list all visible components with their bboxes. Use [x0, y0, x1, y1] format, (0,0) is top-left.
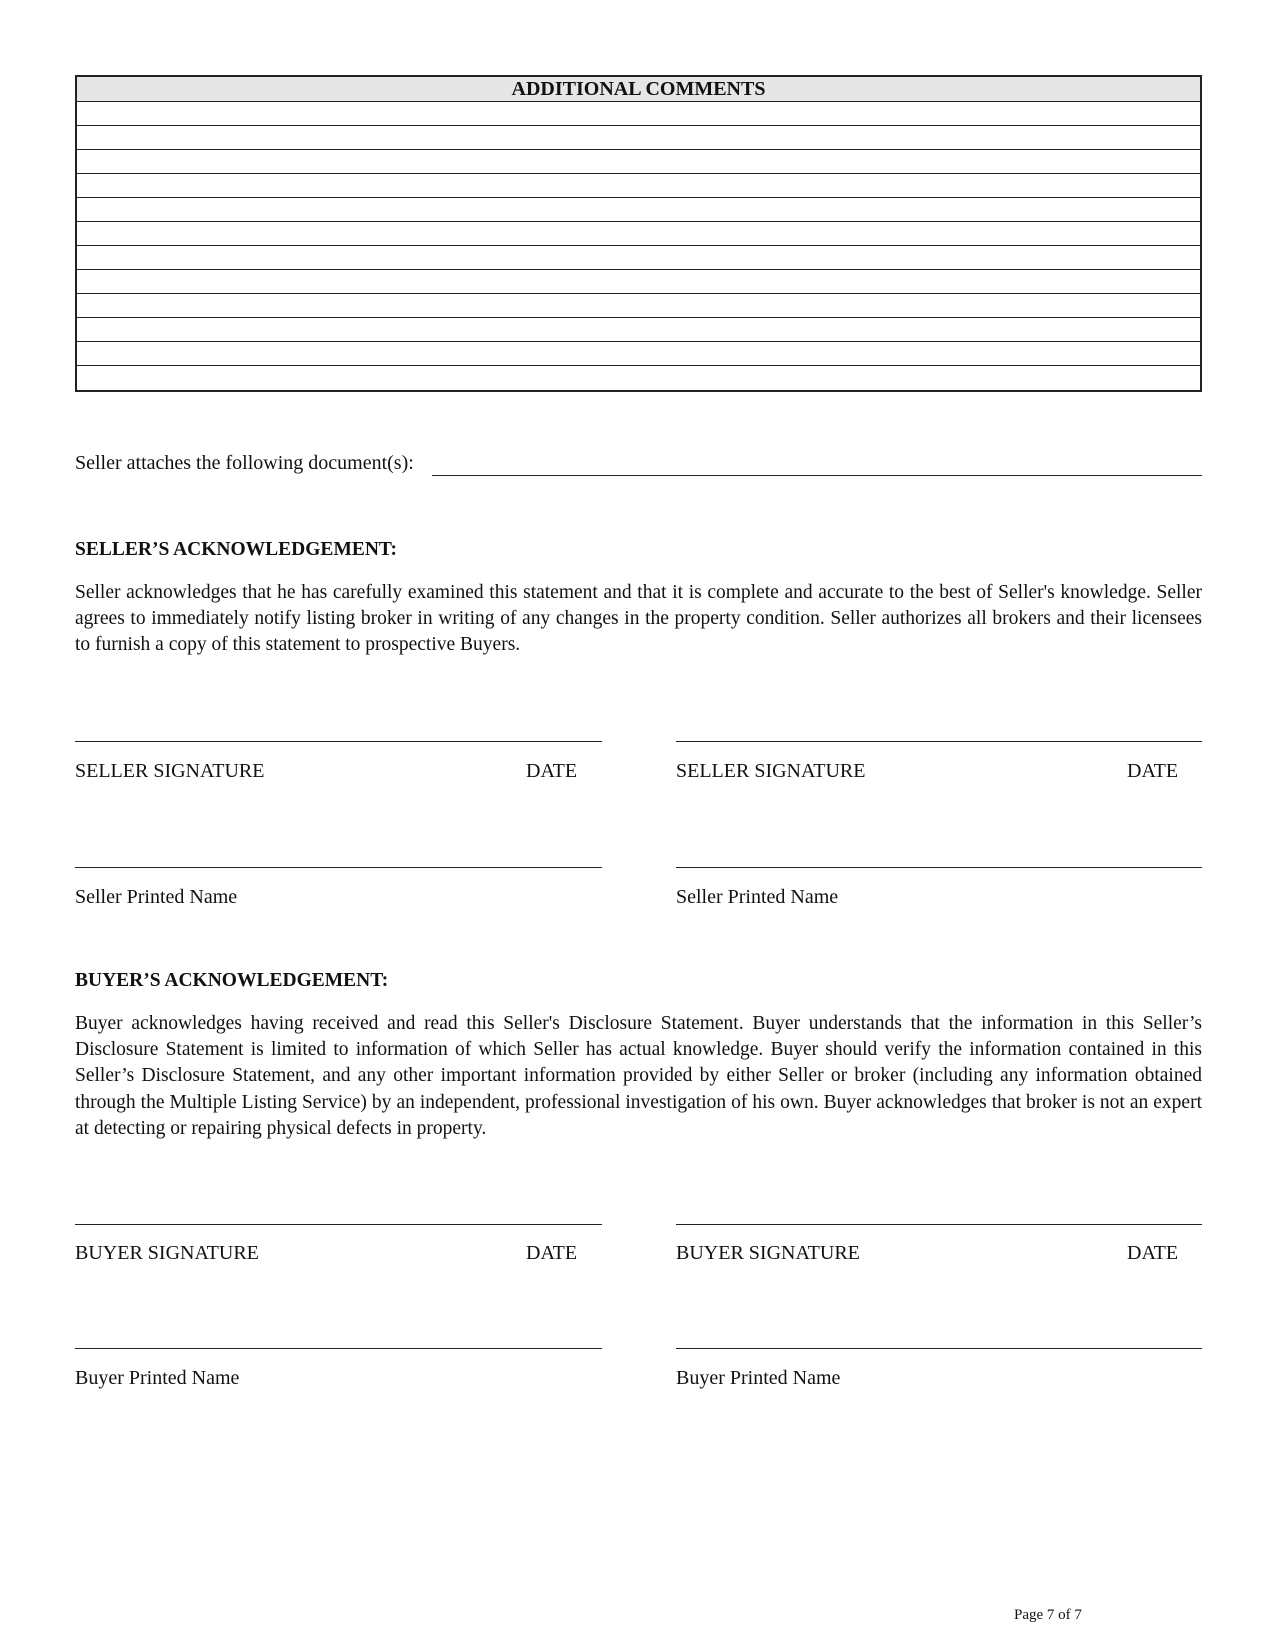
- seller-signature-line-1[interactable]: [75, 741, 602, 742]
- comment-row[interactable]: [77, 102, 1200, 126]
- comment-row[interactable]: [77, 318, 1200, 342]
- seller-signature-label-1: SELLER SIGNATURE: [75, 760, 265, 782]
- attachments-field[interactable]: [432, 475, 1202, 476]
- buyer-signature-label-2: BUYER SIGNATURE: [676, 1242, 860, 1264]
- comment-row[interactable]: [77, 150, 1200, 174]
- buyer-date-label-2: DATE: [1127, 1242, 1179, 1264]
- buyer-date-label-1: DATE: [526, 1242, 578, 1264]
- buyer-printed-name-label-2: Buyer Printed Name: [676, 1367, 841, 1389]
- additional-comments-table: [75, 75, 1202, 392]
- seller-printed-name-label-1: Seller Printed Name: [75, 886, 238, 908]
- comment-row[interactable]: [77, 222, 1200, 246]
- additional-comments-title: ADDITIONAL COMMENTS: [77, 77, 1200, 102]
- comment-row[interactable]: [77, 270, 1200, 294]
- buyer-printed-name-label-1: Buyer Printed Name: [75, 1367, 240, 1389]
- comment-row[interactable]: [77, 174, 1200, 198]
- comment-rows: [77, 102, 1200, 390]
- buyer-signature-line-1[interactable]: [75, 1224, 602, 1225]
- seller-printed-name-line-2[interactable]: [676, 867, 1202, 868]
- buyer-printed-name-line-1[interactable]: [75, 1348, 602, 1349]
- seller-signature-line-2[interactable]: [676, 741, 1202, 742]
- seller-printed-name-label-2: Seller Printed Name: [676, 886, 839, 908]
- comment-row[interactable]: [77, 126, 1200, 150]
- seller-ack-text: Seller acknowledges that he has carefully examined this statement and that it is complete and accurate to the best of Seller's knowledge. Seller agrees to immediately notify listing broker in writing of any changes in the property condition. Seller authorizes all brokers and their licensees to furnish a copy of this statement to prospective Buyers.: [75, 582, 1202, 656]
- seller-date-label-1: DATE: [526, 760, 578, 782]
- buyer-signature-line-2[interactable]: [676, 1224, 1202, 1225]
- seller-date-label-2: DATE: [1127, 760, 1179, 782]
- comment-row[interactable]: [77, 198, 1200, 222]
- page-number: Page 7 of 7: [1014, 1607, 1082, 1623]
- comment-row[interactable]: [77, 294, 1200, 318]
- seller-ack-heading: SELLER’S ACKNOWLEDGEMENT:: [75, 539, 397, 560]
- comment-row[interactable]: [77, 342, 1200, 366]
- comment-row[interactable]: [77, 366, 1200, 390]
- buyer-signature-label-1: BUYER SIGNATURE: [75, 1242, 259, 1264]
- buyer-ack-text: Buyer acknowledges having received and read this Seller's Disclosure Statement. Buyer understands that the information in this Seller’s Disclosure Statement is limited to information of which Seller has actual knowledge. Buyer should verify the information contained in this Seller’s Disclosure Statement, and any other important information provided by either Seller or broker (including any information obtained through the Multiple Listing Service) by an independent, professional investigation of his own. Buyer acknowledges that broker is not an expert at detecting or repairing physical defects in property.: [75, 1013, 1202, 1139]
- comment-row[interactable]: [77, 246, 1200, 270]
- seller-signature-label-2: SELLER SIGNATURE: [676, 760, 866, 782]
- attachments-label: Seller attaches the following document(s):: [75, 452, 414, 474]
- buyer-ack-heading: BUYER’S ACKNOWLEDGEMENT:: [75, 970, 389, 991]
- seller-printed-name-line-1[interactable]: [75, 867, 602, 868]
- buyer-printed-name-line-2[interactable]: [676, 1348, 1202, 1349]
